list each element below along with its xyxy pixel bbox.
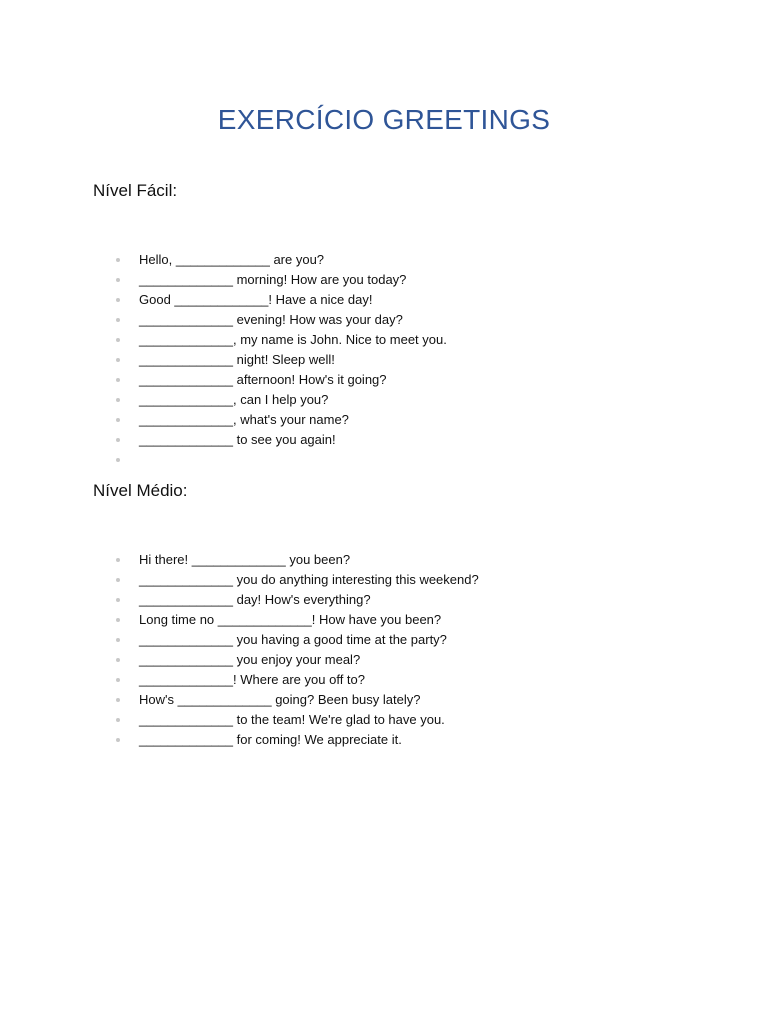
exercise-item xyxy=(0,350,768,370)
bullet-icon xyxy=(116,378,120,382)
exercise-item xyxy=(0,650,768,670)
section-heading-easy: Nível Fácil: xyxy=(93,181,178,200)
bullet-icon xyxy=(116,578,120,582)
exercise-item xyxy=(0,410,768,430)
bullet-icon xyxy=(116,618,120,622)
exercise-item xyxy=(0,630,768,650)
bullet-icon xyxy=(116,678,120,682)
exercise-text: _____________ to see you again! xyxy=(139,432,336,447)
bullet-icon xyxy=(116,738,120,742)
exercise-text: _____________, can I help you? xyxy=(139,392,329,407)
exercise-text: _____________ night! Sleep well! xyxy=(139,352,335,367)
exercise-item xyxy=(0,310,768,330)
exercise-item xyxy=(0,370,768,390)
exercise-item xyxy=(0,710,768,730)
exercise-item xyxy=(0,290,768,310)
exercise-item xyxy=(0,330,768,350)
exercise-item xyxy=(0,570,768,590)
bullet-icon xyxy=(116,338,120,342)
exercise-list-medium xyxy=(0,550,768,750)
page-title: EXERCÍCIO GREETINGS xyxy=(217,104,551,135)
bullet-icon xyxy=(116,718,120,722)
exercise-item xyxy=(0,270,768,290)
exercise-item xyxy=(0,670,768,690)
exercise-text: _____________ day! How's everything? xyxy=(139,592,371,607)
exercise-text: _____________ afternoon! How's it going? xyxy=(139,372,387,387)
exercise-list-easy xyxy=(0,250,768,470)
bullet-icon xyxy=(116,638,120,642)
exercise-text: _____________ evening! How was your day? xyxy=(139,312,403,327)
bullet-icon xyxy=(116,458,120,462)
bullet-icon xyxy=(116,558,120,562)
exercise-text: Hello, _____________ are you? xyxy=(139,252,325,267)
bullet-icon xyxy=(116,258,120,262)
exercise-item xyxy=(0,390,768,410)
exercise-item xyxy=(0,450,768,470)
exercise-item xyxy=(0,250,768,270)
exercise-item xyxy=(0,730,768,750)
exercise-text: _____________ you do anything interesting this weekend? xyxy=(139,572,479,587)
exercise-text: _____________! Where are you off to? xyxy=(139,672,365,687)
section-heading-medium: Nível Médio: xyxy=(93,481,188,500)
bullet-icon xyxy=(116,298,120,302)
bullet-icon xyxy=(116,698,120,702)
exercise-item xyxy=(0,610,768,630)
exercise-text: _____________, my name is John. Nice to meet you. xyxy=(139,332,447,347)
bullet-icon xyxy=(116,418,120,422)
exercise-text: _____________ morning! How are you today? xyxy=(139,272,407,287)
exercise-item xyxy=(0,550,768,570)
exercise-text: _____________ you having a good time at the party? xyxy=(139,632,447,647)
bullet-icon xyxy=(116,598,120,602)
exercise-text: How's _____________ going? Been busy lately? xyxy=(139,692,421,707)
bullet-icon xyxy=(116,398,120,402)
exercise-item xyxy=(0,430,768,450)
bullet-icon xyxy=(116,278,120,282)
bullet-icon xyxy=(116,438,120,442)
exercise-item xyxy=(0,590,768,610)
bullet-icon xyxy=(116,318,120,322)
exercise-text: Hi there! _____________ you been? xyxy=(139,552,351,567)
bullet-icon xyxy=(116,358,120,362)
exercise-text: _____________ to the team! We're glad to have you. xyxy=(139,712,445,727)
exercise-text: Good _____________! Have a nice day! xyxy=(139,292,373,307)
bullet-icon xyxy=(116,658,120,662)
exercise-item xyxy=(0,690,768,710)
exercise-text: _____________ for coming! We appreciate it. xyxy=(139,732,402,747)
exercise-text: _____________, what's your name? xyxy=(139,412,349,427)
exercise-text: Long time no _____________! How have you been? xyxy=(139,612,442,627)
exercise-text: _____________ you enjoy your meal? xyxy=(139,652,361,667)
